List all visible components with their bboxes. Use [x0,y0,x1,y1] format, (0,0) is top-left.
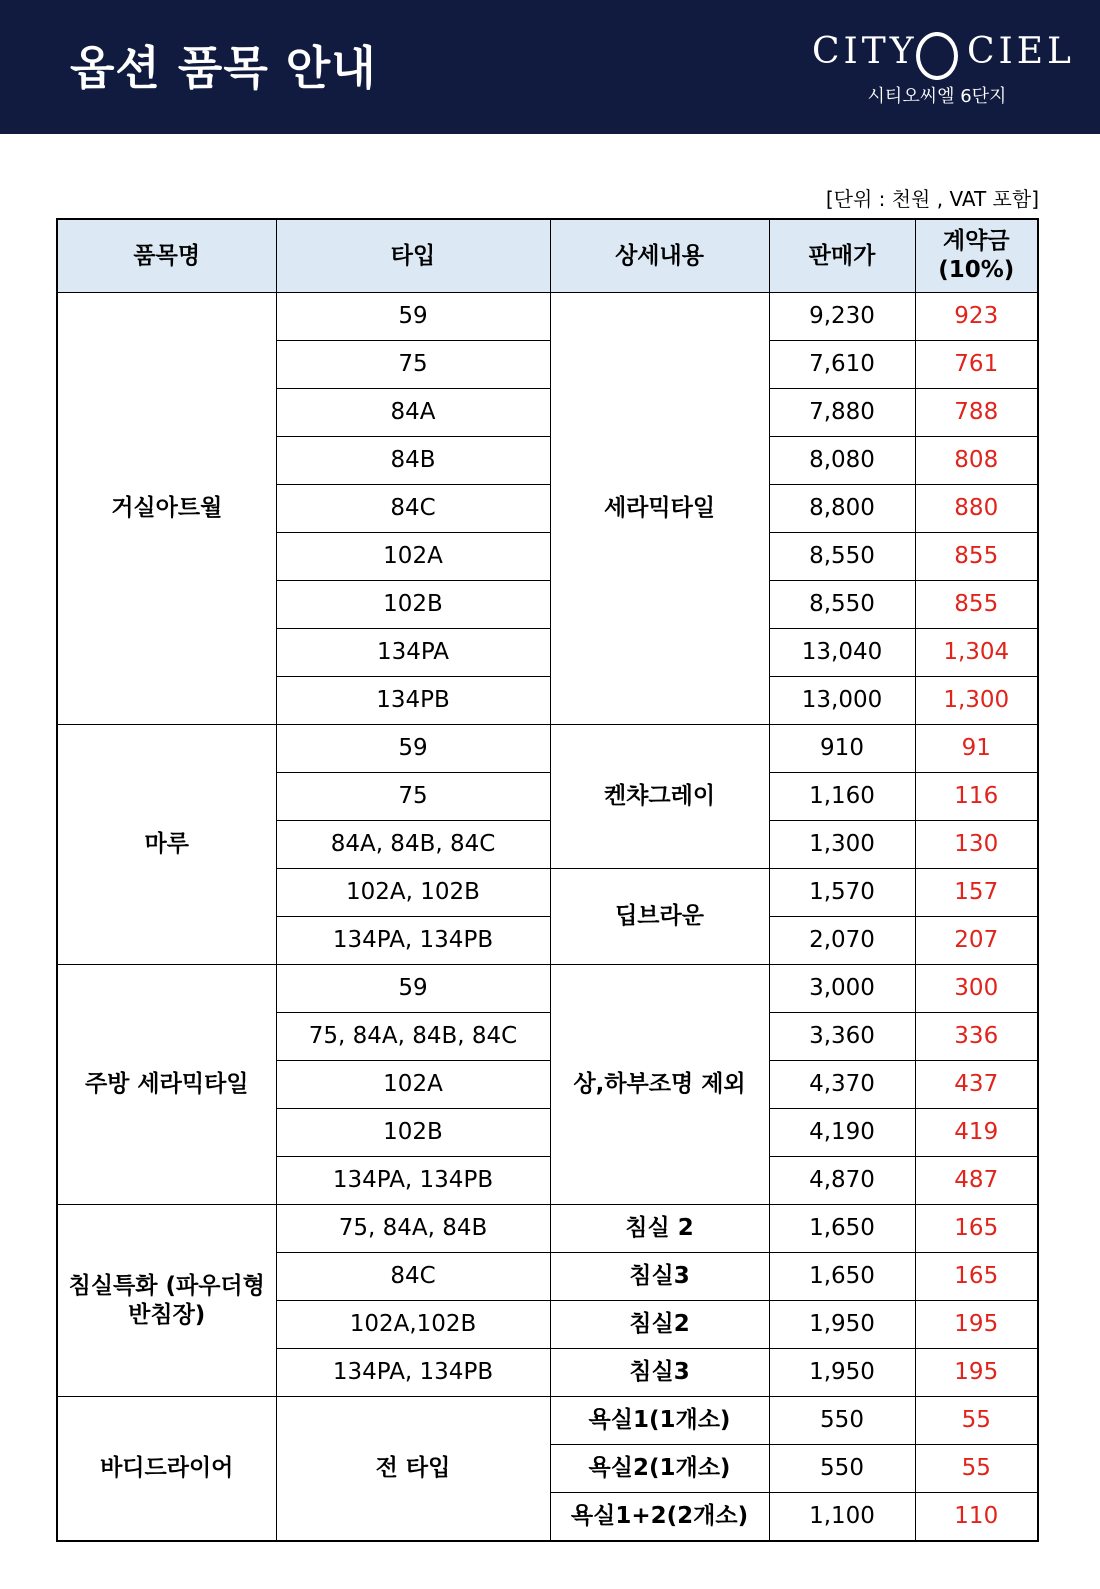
detail-cell: 침실3 [550,1253,769,1301]
deposit-cell: 855 [915,581,1038,629]
type-cell: 84C [276,485,550,533]
page-title: 옵션 품목 안내 [70,41,377,95]
price-cell: 550 [769,1397,915,1445]
price-cell: 4,870 [769,1157,915,1205]
deposit-cell: 788 [915,389,1038,437]
price-cell: 13,040 [769,629,915,677]
type-cell: 59 [276,293,550,341]
price-cell: 3,360 [769,1013,915,1061]
deposit-cell: 157 [915,869,1038,917]
logo-subtitle: 시티오씨엘 6단지 [867,86,1007,107]
deposit-cell: 300 [915,965,1038,1013]
type-cell: 102A [276,1061,550,1109]
price-cell: 7,880 [769,389,915,437]
column-header-price: 판매가 [769,219,915,293]
group-body-dryer: 바디드라이어 [57,1397,276,1542]
price-cell: 1,100 [769,1493,915,1542]
deposit-cell: 165 [915,1253,1038,1301]
price-cell: 1,950 [769,1301,915,1349]
column-header-deposit: 계약금 (10%) [915,219,1038,293]
price-cell: 1,650 [769,1205,915,1253]
table-row [57,965,1038,1013]
price-cell: 1,650 [769,1253,915,1301]
type-cell: 59 [276,965,550,1013]
type-cell: 102A [276,533,550,581]
type-cell: 59 [276,725,550,773]
type-cell: 75 [276,341,550,389]
type-cell: 134PA, 134PB [276,917,550,965]
column-header-item: 품목명 [57,219,276,293]
type-cell: 84C [276,1253,550,1301]
deposit-cell: 437 [915,1061,1038,1109]
unit-note: [단위 : 천원 , VAT 포함] [825,187,1039,211]
group-kitchen: 주방 세라믹타일 [57,965,276,1205]
table-row [57,1205,1038,1253]
deposit-cell: 195 [915,1349,1038,1397]
deposit-cell: 1,300 [915,677,1038,725]
type-cell: 84A [276,389,550,437]
detail-cell: 욕실1(1개소) [550,1397,769,1445]
price-cell: 7,610 [769,341,915,389]
price-cell: 1,300 [769,821,915,869]
type-cell: 102B [276,581,550,629]
deposit-cell: 923 [915,293,1038,341]
logo-text-ciel: CIEL [967,31,1075,72]
deposit-cell: 419 [915,1109,1038,1157]
detail-cell: 침실 2 [550,1205,769,1253]
type-cell: 75, 84A, 84B [276,1205,550,1253]
type-cell: 84A, 84B, 84C [276,821,550,869]
deposit-cell: 110 [915,1493,1038,1542]
type-cell: 75 [276,773,550,821]
column-header-type: 타입 [276,219,550,293]
deposit-cell: 195 [915,1301,1038,1349]
type-all: 전 타입 [276,1397,550,1542]
group-bedroom: 침실특화 (파우더형 반침장) [57,1205,276,1397]
table-header-row [57,219,1038,293]
deposit-cell: 165 [915,1205,1038,1253]
detail-cell: 욕실2(1개소) [550,1445,769,1493]
brand-logo [812,28,1074,118]
page-header [0,0,1100,134]
price-cell: 4,370 [769,1061,915,1109]
price-cell: 910 [769,725,915,773]
price-cell: 8,800 [769,485,915,533]
logo-ring-icon [916,32,958,80]
type-cell: 134PA [276,629,550,677]
deposit-cell: 761 [915,341,1038,389]
deposit-cell: 855 [915,533,1038,581]
deposit-cell: 207 [915,917,1038,965]
type-cell: 134PA, 134PB [276,1349,550,1397]
deposit-cell: 1,304 [915,629,1038,677]
table-row [57,1397,1038,1445]
detail-cell: 침실3 [550,1349,769,1397]
table-row [57,725,1038,773]
type-cell: 102A,102B [276,1301,550,1349]
price-cell: 1,160 [769,773,915,821]
price-cell: 9,230 [769,293,915,341]
price-cell: 8,550 [769,581,915,629]
price-cell: 4,190 [769,1109,915,1157]
type-cell: 102A, 102B [276,869,550,917]
type-cell: 75, 84A, 84B, 84C [276,1013,550,1061]
detail-cell: 침실2 [550,1301,769,1349]
price-cell: 1,570 [769,869,915,917]
detail-deep-brown: 딥브라운 [550,869,769,965]
deposit-cell: 336 [915,1013,1038,1061]
type-cell: 134PB [276,677,550,725]
column-header-detail: 상세내용 [550,219,769,293]
detail-cell: 욕실1+2(2개소) [550,1493,769,1542]
detail-lighting-excluded: 상,하부조명 제외 [550,965,769,1205]
price-cell: 550 [769,1445,915,1493]
deposit-cell: 808 [915,437,1038,485]
price-cell: 2,070 [769,917,915,965]
deposit-cell: 91 [915,725,1038,773]
deposit-cell: 487 [915,1157,1038,1205]
type-cell: 134PA, 134PB [276,1157,550,1205]
type-cell: 102B [276,1109,550,1157]
table-row [57,293,1038,341]
price-cell: 8,080 [769,437,915,485]
price-cell: 13,000 [769,677,915,725]
type-cell: 84B [276,437,550,485]
deposit-cell: 880 [915,485,1038,533]
price-cell: 8,550 [769,533,915,581]
group-living-wall: 거실아트월 [57,293,276,725]
deposit-cell: 55 [915,1445,1038,1493]
deposit-cell: 130 [915,821,1038,869]
deposit-cell: 55 [915,1397,1038,1445]
option-price-table [56,218,1039,1542]
detail-ceramic-tile: 세라믹타일 [550,293,769,725]
detail-kencha-gray: 켄챠그레이 [550,725,769,869]
logo-text-city: CITY [812,31,918,72]
group-floor: 마루 [57,725,276,965]
deposit-cell: 116 [915,773,1038,821]
price-cell: 1,950 [769,1349,915,1397]
price-cell: 3,000 [769,965,915,1013]
